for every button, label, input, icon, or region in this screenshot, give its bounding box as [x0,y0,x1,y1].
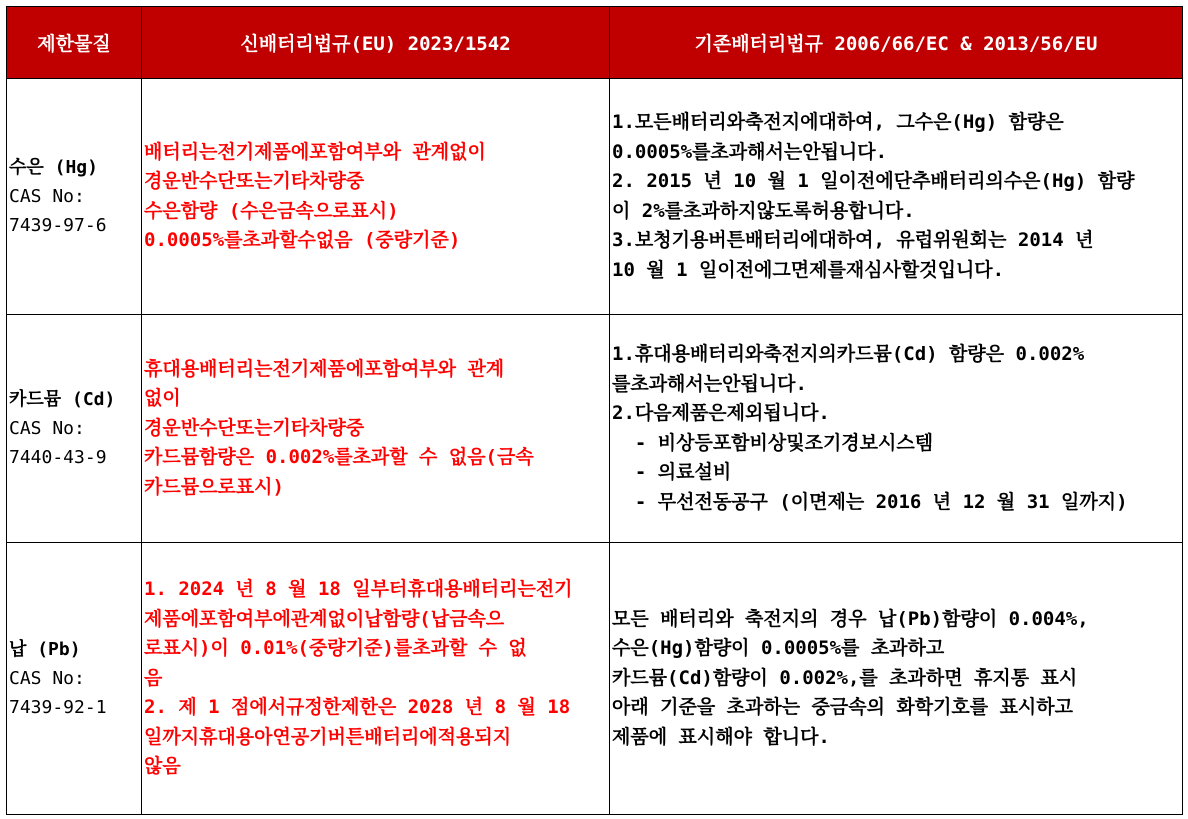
text-line: 음 [144,666,163,689]
regulation-table [6,6,1183,815]
new-regulation-cell [142,543,610,815]
text-line: 1.휴대용배터리와축전지의카드뮴(Cd) 함량은 0.002% [612,343,1085,365]
header-substance: 제한물질 [7,7,142,79]
substance-cell [7,315,142,543]
substance-cell [7,79,142,315]
cas-number: 7440-43-9 [9,447,107,468]
text-line: 휴대용배터리는전기제품에포함여부와 관계 [144,357,505,380]
text-line: - 무선전동공구 (이면제는 2016 년 12 월 31 일까지) [612,490,1128,513]
text-line: 카드뮴함량은 0.002%를초과할 수 없음(금속 [144,446,534,469]
substance-name: 납 (Pb) [9,639,81,660]
cas-label: CAS No: [9,418,85,439]
text-line: 1. 2024 년 8 월 18 일부터휴대용배터리는전기 [144,578,573,601]
text-line: 수은함량 (수은금속으로표시) [144,199,399,222]
table-row-lead [7,543,1183,815]
text-line: 경운반수단또는기타차량중 [144,170,365,192]
text-line: 제품에 표시해야 합니다. [612,725,830,748]
header-old-regulation: 기존배터리법규 2006/66/EC & 2013/56/EU [610,7,1183,79]
text-line: 모든 배터리와 축전지의 경우 납(Pb)함량이 0.004%, [612,607,1089,630]
text-line: 카드뮴으로표시) [144,475,284,498]
cas-label: CAS No: [9,186,85,207]
text-line: 2. 2015 년 10 월 1 일이전에단추배터리의수은(Hg) 함량 [612,170,1135,192]
text-line: 일까지휴대용아연공기버튼배터리에적용되지 [144,725,512,748]
text-line: 경운반수단또는기타차량중 [144,416,365,439]
text-line: 를초과해서는안됩니다. [612,372,807,395]
substance-cell [7,543,142,815]
text-line: 0.0005%를초과할수없음 (중량기준) [144,229,461,251]
text-line: - 의료설비 [612,461,732,483]
old-regulation-cell [610,543,1183,815]
text-line: 이 2%를초과하지않도록허용합니다. [612,199,915,222]
cas-label: CAS No: [9,668,85,689]
new-regulation-cell [142,79,610,315]
text-line: - 비상등포함비상및조기경보시스템 [612,431,934,454]
text-line: 2.다음제품은제외됩니다. [612,402,830,424]
text-line: 로표시)이 0.01%(중량기준)를초과할 수 없 [144,637,527,660]
old-regulation-cell [610,79,1183,315]
text-line: 아래 기준을 초과하는 중금속의 화학기호를 표시하고 [612,696,1073,719]
text-line: 0.0005%를초과해서는안됩니다. [612,140,888,163]
text-line: 10 월 1 일이전에그면제를재심사할것입니다. [612,258,1005,281]
header-new-eu-regulation: 신배터리법규(EU) 2023/1542 [142,7,610,79]
text-line: 제품에포함여부에관계없이납함량(납금속으 [144,607,505,630]
cas-number: 7439-97-6 [9,215,107,236]
text-line: 않음 [144,755,181,778]
text-line: 수은(Hg)함량이 0.0005%를 초과하고 [612,637,945,660]
cas-number: 7439-92-1 [9,697,107,718]
text-line: 카드뮴(Cd)함량이 0.002%,를 초과하면 휴지통 표시 [612,666,1078,689]
text-line: 3.보청기용버튼배터리에대하여, 유럽위원회는 2014 년 [612,229,1094,251]
substance-name: 카드뮴 (Cd) [9,389,116,410]
table-row-cadmium [7,315,1183,543]
substance-name: 수은 (Hg) [9,157,98,178]
new-regulation-cell [142,315,610,543]
table-row-mercury [7,79,1183,315]
text-line: 없이 [144,387,181,410]
old-regulation-cell [610,315,1183,543]
text-line: 1.모든배터리와축전지에대하여, 그수은(Hg) 함량은 [612,111,1064,133]
header-row [7,7,1183,79]
text-line: 2. 제 1 점에서규정한제한은 2028 년 8 월 18 [144,696,571,719]
text-line: 배터리는전기제품에포함여부와 관계없이 [144,140,486,163]
